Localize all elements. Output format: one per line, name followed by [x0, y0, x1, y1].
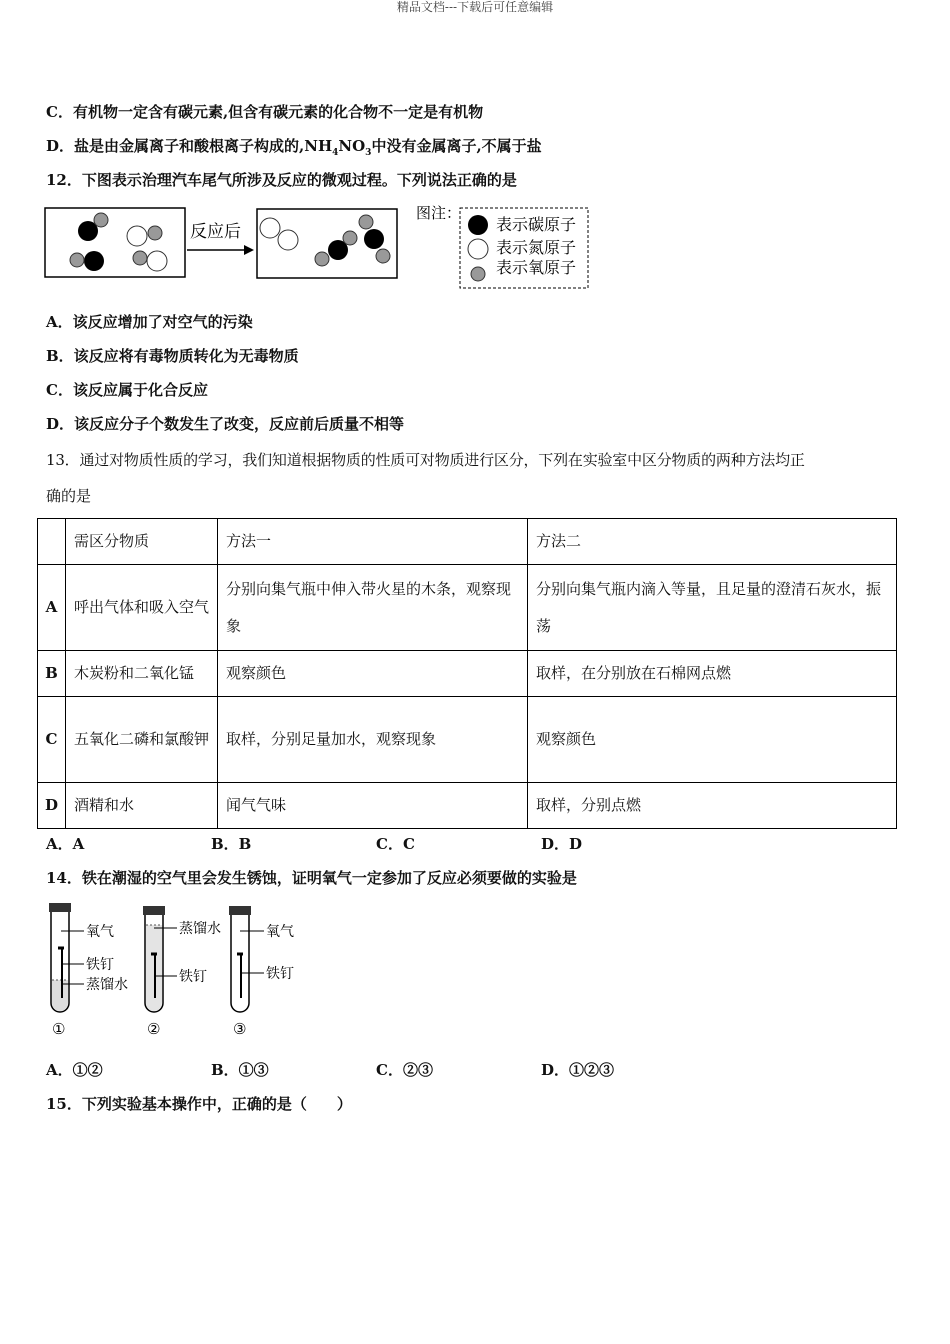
tube-2: [143, 906, 221, 1038]
svg-text:②: ②: [147, 1020, 161, 1038]
q12-option-c: C．该反应属于化合反应: [46, 381, 208, 399]
svg-text:蒸馏水: 蒸馏水: [86, 976, 128, 992]
q13-option-b: B．B: [211, 835, 252, 853]
svg-text:铁钉: 铁钉: [86, 956, 114, 972]
q12-stem: 12．下图表示治理汽车尾气所涉及反应的微观过程。下列说法正确的是: [46, 171, 517, 189]
svg-text:①: ①: [52, 1020, 66, 1038]
q12-option-a: A．该反应增加了对空气的污染: [46, 313, 253, 331]
svg-text:氧气: 氧气: [266, 923, 294, 939]
table-row: A 呼出气体和吸入空气 分别向集气瓶中伸入带火星的木条，观察现象 分别向集气瓶内滴入等量，且足量的澄清石灰水，振荡: [38, 565, 897, 651]
table-row: D 酒精和水 闻气气味 取样，分别点燃: [38, 783, 897, 829]
q13-option-a: A．A: [46, 835, 85, 853]
q14-test-tubes-figure: [44, 898, 314, 1043]
q11-option-c: C．有机物一定含有碳元素,但含有碳元素的化合物不一定是有机物: [46, 103, 484, 121]
q14-option-a: A．①②: [46, 1061, 103, 1079]
arrow-icon: [244, 245, 254, 255]
table-header-row: 需区分物质 方法一 方法二: [38, 519, 897, 565]
q11-option-d: D．盐是由金属离子和酸根离子构成的$,NH_4NO_3$中没有金属离子,不属于盐: [46, 137, 542, 158]
q13-options: [46, 834, 706, 854]
svg-text:表示碳原子: 表示碳原子: [496, 217, 577, 234]
table-row: C 五氧化二磷和氯酸钾 取样，分别足量加水，观察现象 观察颜色: [38, 697, 897, 783]
svg-text:③: ③: [233, 1020, 247, 1038]
svg-text:铁钉: 铁钉: [266, 965, 294, 981]
q12-option-d: D．该反应分子个数发生了改变，反应前后质量不相等: [46, 415, 405, 433]
q14-option-b: B．①③: [211, 1061, 269, 1079]
svg-text:铁钉: 铁钉: [179, 968, 207, 984]
q12-option-b: B．该反应将有毒物质转化为无毒物质: [46, 347, 299, 365]
tube-1: [49, 903, 128, 1038]
svg-text:氧气: 氧气: [86, 923, 114, 939]
q13-option-d: D．D: [541, 835, 583, 853]
q13-stem-cont: 确的是: [46, 487, 92, 505]
q14-options: [46, 1060, 706, 1080]
q15-stem: 15．下列实验基本操作中，正确的是（ ）: [46, 1095, 352, 1113]
q14-option-c: C．②③: [376, 1061, 433, 1079]
q13-option-c: C．C: [376, 835, 415, 853]
page-header: 精品文档---下载后可任意编辑: [396, 0, 554, 14]
tube-3: [229, 906, 294, 1038]
arrow-label: 反应后: [190, 222, 241, 241]
svg-text:蒸馏水: 蒸馏水: [179, 920, 221, 936]
legend-title: 图注：: [416, 205, 462, 222]
q14-option-d: D．①②③: [541, 1061, 615, 1079]
q14-stem: 14．铁在潮湿的空气里会发生锈蚀，证明氧气一定参加了反应必须要做的实验是: [46, 869, 577, 887]
q13-table: [37, 518, 897, 829]
q12-reaction-figure: [44, 200, 594, 292]
table-row: B 木炭粉和二氧化锰 观察颜色 取样，在分别放在石棉网点燃: [38, 651, 897, 697]
q13-stem: 13．通过对物质性质的学习，我们知道根据物质的性质可对物质进行区分，下列在实验室中区分物质的两种方法均正: [46, 451, 805, 469]
svg-text:表示氧原子: 表示氧原子: [496, 260, 577, 277]
svg-text:表示氮原子: 表示氮原子: [496, 240, 577, 257]
